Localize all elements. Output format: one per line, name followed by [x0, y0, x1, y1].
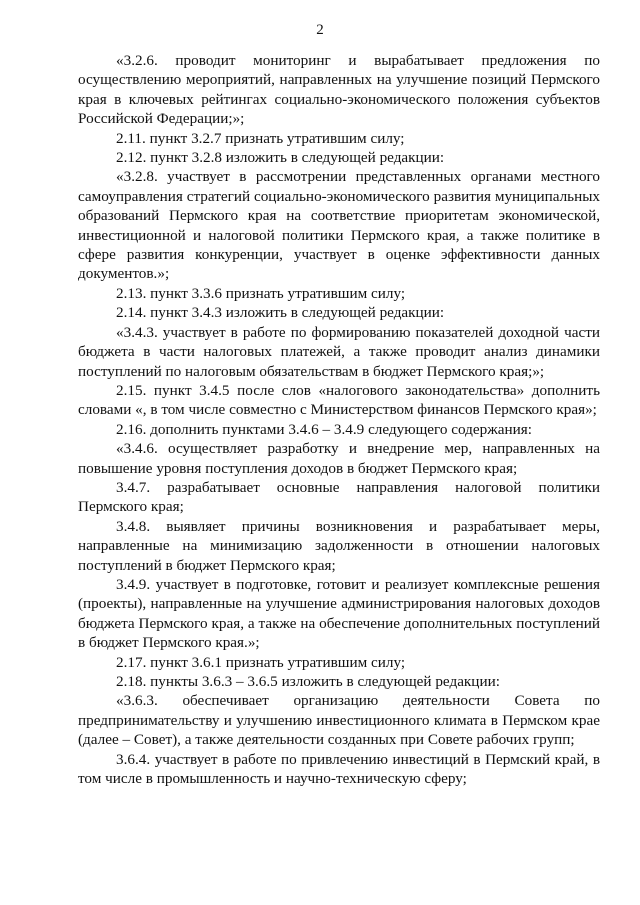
document-body — [78, 51, 600, 788]
paragraph: «3.6.3. обеспечивает организацию деятельности Совета по предпринимательству и улучшению инвестиционного климата в Пермском крае (далее – Совет), а также деятельности созданных при Совете рабочих групп; — [78, 692, 600, 749]
paragraph: 3.4.9. участвует в подготовке, готовит и реализует комплексные решения (проекты), направленные на улучшение администрирования налоговых доходов бюджета Пермского края, а также на обеспечение дополнительных поступлений в бюджет Пермского края.»; — [78, 575, 600, 652]
paragraph: «3.2.8. участвует в рассмотрении представленных органами местного самоуправления стратегий социально-экономического развития муниципальных образований Пермского края на соответствие приоритетам экономической, инвестиционной и налоговой политики Пермского края, а также политике в сфере развития конкуренции, участвует в оценке эффективности данных документов.»; — [78, 168, 600, 283]
paragraph: 2.11. пункт 3.2.7 признать утратившим силу; — [116, 129, 405, 147]
paragraph: «3.4.6. осуществляет разработку и внедрение мер, направленных на повышение уровня поступления доходов в бюджет Пермского края; — [78, 440, 600, 477]
paragraph: 2.16. дополнить пунктами 3.4.6 – 3.4.9 следующего содержания: — [116, 420, 532, 438]
paragraph: «3.4.3. участвует в работе по формированию показателей доходной части бюджета в части налоговых платежей, а также проводит анализ динамики поступлений по налоговым обязательствам в бюджет Пермского края;»; — [78, 323, 600, 380]
page-number: 2 — [316, 22, 324, 38]
paragraph: 2.15. пункт 3.4.5 после слов «налогового законодательства» дополнить словами «, в том числе совместно с Министерством финансов Пермского края»; — [78, 381, 600, 419]
paragraph: 2.13. пункт 3.3.6 признать утратившим силу; — [116, 284, 406, 302]
paragraph: «3.2.6. проводит мониторинг и вырабатывает предложения по осуществлению мероприятий, направленных на улучшение позиций Пермского края в ключевых рейтингах социально-экономического положения субъектов Российской Федерации;»; — [78, 52, 600, 128]
paragraph: 2.12. пункт 3.2.8 изложить в следующей редакции: — [116, 149, 445, 167]
paragraph: 3.4.7. разрабатывает основные направления налоговой политики Пермского края; — [78, 478, 600, 516]
paragraph: 2.14. пункт 3.4.3 изложить в следующей редакции: — [116, 304, 445, 322]
paragraph: 3.4.8. выявляет причины возникновения и разрабатывает меры, направленные на минимизацию задолженности в отношении налоговых поступлений в бюджет Пермского края; — [78, 517, 600, 574]
paragraph: 3.6.4. участвует в работе по привлечению инвестиций в Пермский край, в том числе в промышленность и научно-техническую сферу; — [78, 750, 600, 788]
paragraph: 2.17. пункт 3.6.1 признать утратившим силу; — [116, 653, 406, 671]
paragraph: 2.18. пункты 3.6.3 – 3.6.5 изложить в следующей редакции: — [116, 673, 500, 690]
